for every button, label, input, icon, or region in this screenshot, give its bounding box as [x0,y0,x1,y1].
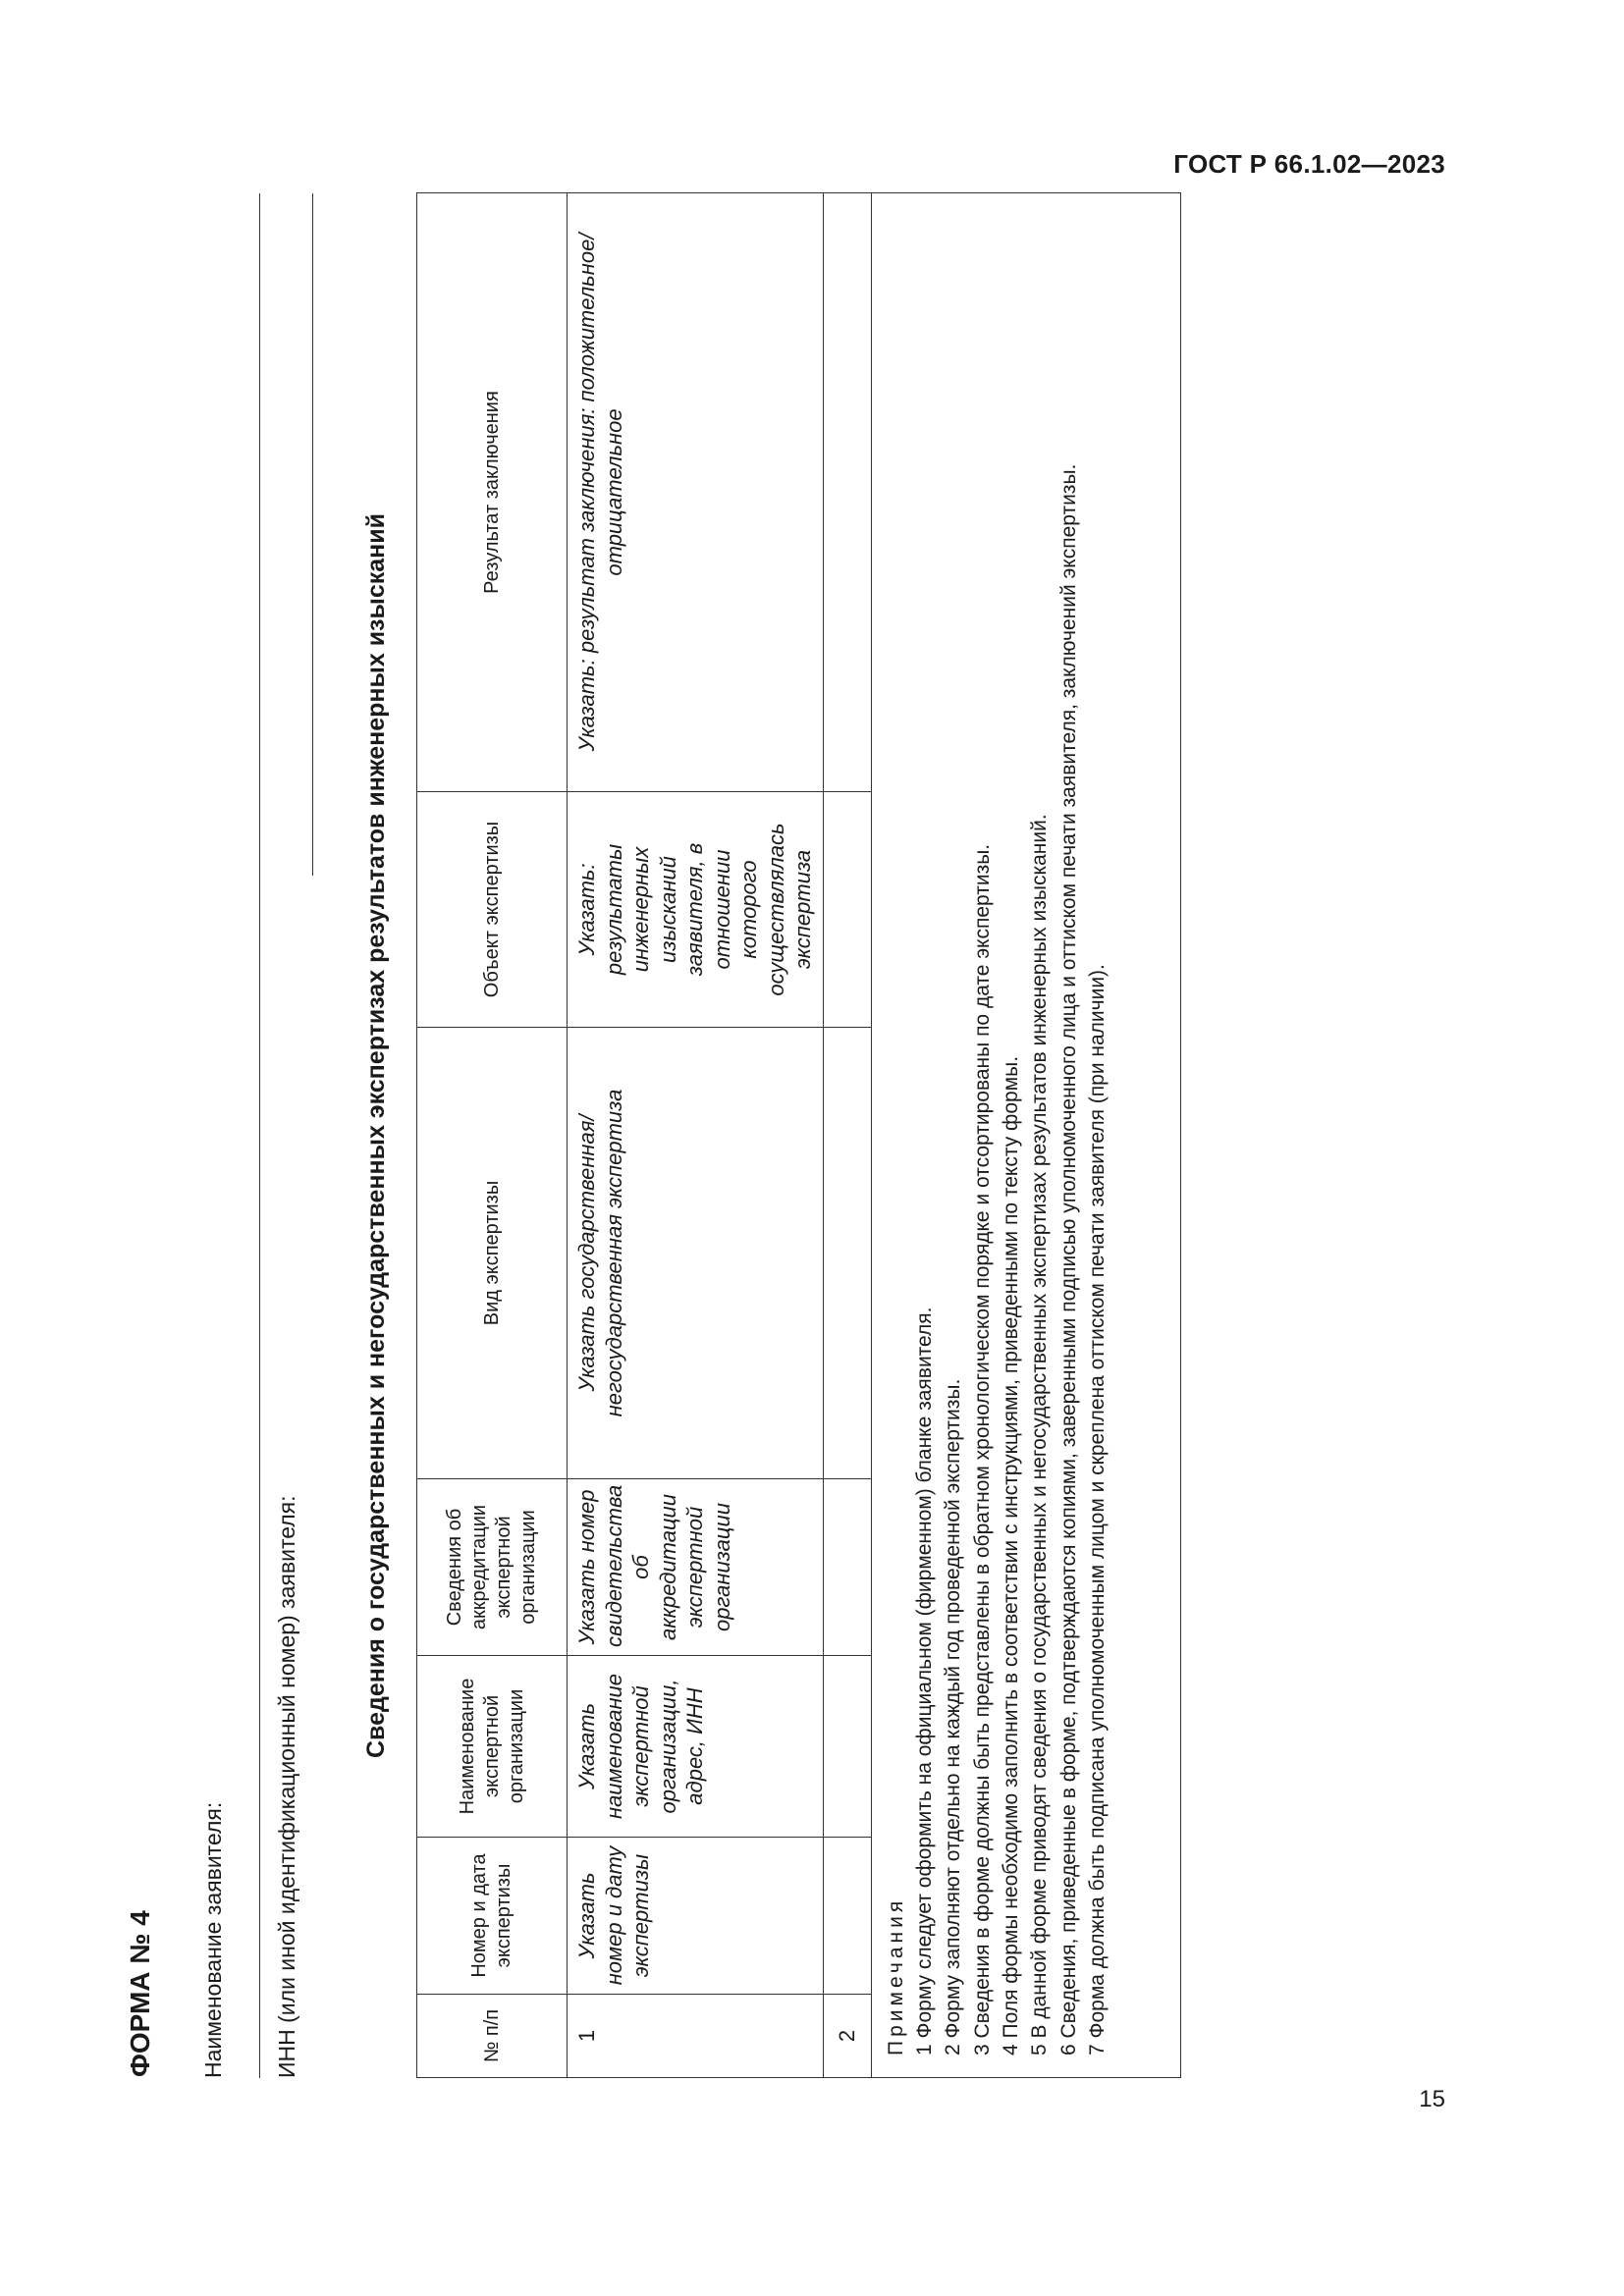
header-conclusion-result: Результат заключения [417,193,568,792]
row1-expertise-object: Указать: результаты инженерных изысканий заявителя, в отношении которого осуществлялась экспертиза [568,792,824,1028]
notes-row [871,193,1180,2078]
note-3: 3 Сведения в форме должны быть представлены в обратном хронологическом порядке и отсортированы по дате экспертизы. [970,843,994,2056]
standard-designation: ГОСТ Р 66.1.02—2023 [1173,149,1445,179]
row1-expertise-type: Указать государственная/негосударственная экспертиза [568,1028,824,1479]
row2-org-name [823,1656,871,1838]
applicant-name-line [259,193,260,2078]
row2-expertise-object [823,792,871,1028]
table-caption: Сведения о государственных и негосударственных экспертизах результатов инженерных изысканий [362,513,390,1758]
table-row [568,193,824,2078]
row2-accreditation [823,1479,871,1656]
row1-org-name: Указать наименование экспертной организации, адрес, ИНН [568,1656,824,1838]
note-1: 1 Форму следует оформить на официальном (фирменном) бланке заявителя. [912,1307,936,2056]
note-2: 2 Форму заполняют отдельно на каждый год проведенной экспертизы. [942,1378,965,2056]
note-4: 4 Поля формы необходимо заполнить в соответствии с инструкциями, приведенными по тексту формы. [1000,1055,1023,2056]
inn-line [312,193,313,876]
row1-number: 1 [568,1995,824,2078]
expertise-table [416,192,1181,2078]
row2-number-date [823,1838,871,1995]
header-number: № п/п [417,1995,568,2078]
inn-label: ИНН (или иной идентификационный номер) заявителя: [274,1495,299,2078]
row2-number: 2 [823,1995,871,2078]
row1-accreditation: Указать номер свидетельства об аккредитации экспертной организации [568,1479,824,1656]
note-7: 7 Форма должна быть подписана уполномоченным лицом и скреплена оттиском печати заявителя (при наличии). [1086,964,1110,2056]
header-expertise-number-date: Номер и дата экспертизы [417,1838,568,1995]
page-number: 15 [1419,2086,1445,2112]
row2-expertise-type [823,1028,871,1479]
row2-conclusion-result [823,193,871,792]
row1-conclusion-result: Указать: результат заключения: положительное/отрицательное [568,193,824,792]
rotated-form-page [105,188,1136,2078]
form-title: ФОРМА № 4 [125,1910,155,2077]
table-header-row [417,193,568,2078]
notes-title: Примечания [884,1896,907,2056]
header-expert-org-name: Наименование экспертной организации [417,1656,568,1838]
table-row [823,193,871,2078]
header-accreditation: Сведения об аккредитации экспертной организации [417,1479,568,1656]
header-expertise-type: Вид экспертизы [417,1028,568,1479]
header-expertise-object: Объект экспертизы [417,792,568,1028]
note-6: 6 Сведения, приведенные в форме, подтверждаются копиями, заверенными подписью уполномоченного лица и оттиском печати заявителя, заключений экспертизы. [1056,463,1080,2056]
note-5: 5 В данной форме приводят сведения о государственных и негосударственных экспертизах результатов инженерных изысканий. [1028,814,1052,2056]
row1-number-date: Указать номер и дату экспертизы [568,1838,824,1995]
applicant-name-label: Наименование заявителя: [200,1801,226,2078]
notes-cell [871,193,1180,2078]
